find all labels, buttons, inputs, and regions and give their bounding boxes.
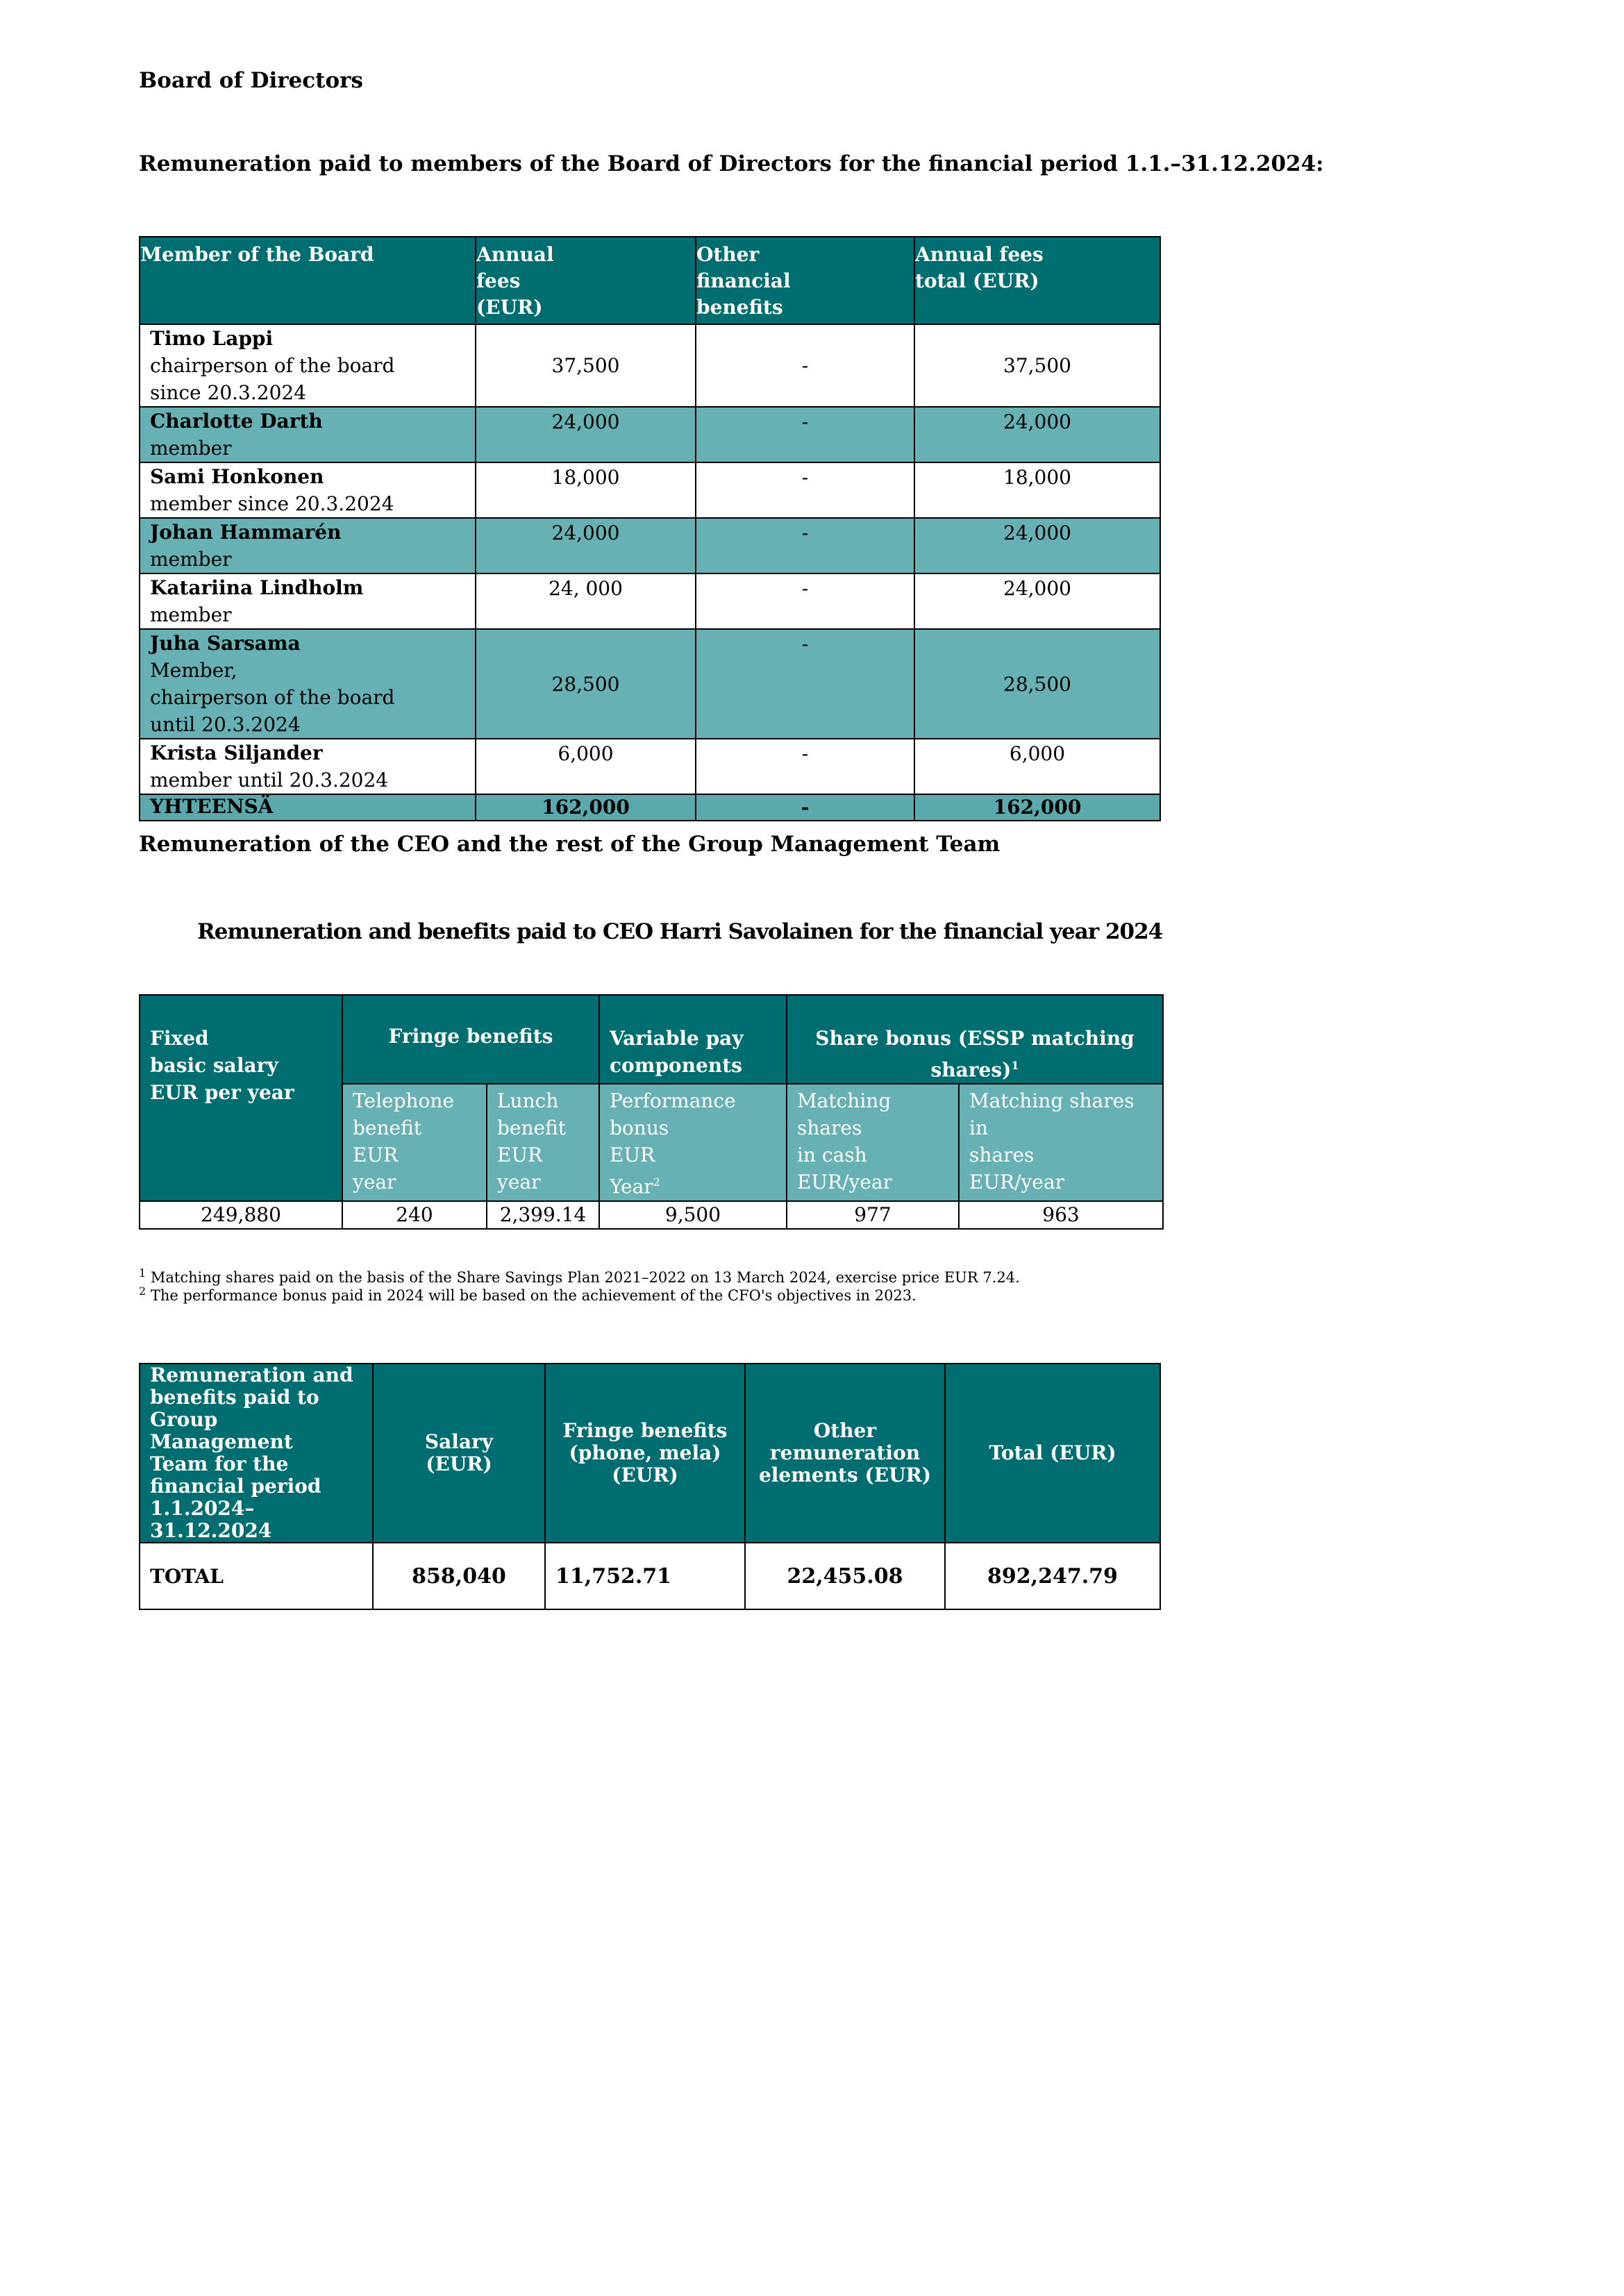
board-remuneration-heading: Remuneration paid to members of the Board of Directors for the financial period 1.1.–31.12.2024: (139, 151, 1324, 176)
member-cell: Krista Siljander member until 20.3.2024 (140, 739, 476, 794)
fixed-salary-header: Fixed basic salary EUR per year (140, 995, 342, 1201)
other-benefits-cell: - (696, 518, 914, 573)
fringe-benefits-header: Fringe benefits (342, 995, 599, 1084)
table-row (140, 324, 1160, 407)
other-remuneration-value: 22,455.08 (745, 1543, 945, 1609)
gmt-title-header: Remuneration and benefits paid to Group Management Team for the financial period 1.1.2024–31.12.2024 (140, 1364, 373, 1543)
salary-header: Salary (EUR) (373, 1364, 545, 1543)
telephone-benefit-value: 240 (342, 1201, 487, 1229)
annual-fees-cell: 24,000 (476, 518, 696, 573)
matching-shares-cash-header: Matching shares in cash EUR/year (787, 1084, 959, 1200)
total-value: 892,247.79 (945, 1543, 1160, 1609)
total-cell: 24,000 (914, 573, 1160, 629)
member-cell: Sami Honkonen member since 20.3.2024 (140, 462, 476, 518)
footnote-marker: 1 (1011, 1059, 1019, 1072)
fixed-salary-value: 249,880 (140, 1201, 342, 1229)
matching-shares-shares-header: Matching shares in shares EUR/year (959, 1084, 1163, 1200)
table-row (140, 407, 1160, 462)
other-benefits-cell: - (696, 407, 914, 462)
total-cell: 37,500 (914, 324, 1160, 407)
footnote-marker: 2 (653, 1175, 660, 1189)
annual-fees-cell: 37,500 (476, 324, 696, 407)
share-bonus-header: Share bonus (ESSP matching shares)$^1$ (787, 995, 1163, 1084)
performance-bonus-value: 9,500 (599, 1201, 787, 1229)
table-header-row (140, 1364, 1160, 1543)
table-row (140, 739, 1160, 794)
footnote-1: $^1$ Matching shares paid on the basis of the Share Savings Plan 2021–2022 on 13 March 2024, exercise price EUR 7.24. (139, 1266, 1020, 1286)
total-row (140, 1543, 1160, 1609)
ceo-table-title: Remuneration and benefits paid to CEO Harri Savolainen for the financial year 2024 (197, 919, 1163, 944)
total-cell: 18,000 (914, 462, 1160, 518)
table-row (140, 1201, 1163, 1229)
member-cell: Juha Sarsama Member, chairperson of the board until 20.3.2024 (140, 629, 476, 739)
ceo-remuneration-table (139, 994, 1164, 1230)
other-remuneration-header: Other remuneration elements (EUR) (745, 1364, 945, 1543)
total-cell: 24,000 (914, 518, 1160, 573)
total-label: YHTEENSÄ (140, 794, 476, 821)
board-remuneration-table (139, 236, 1161, 821)
annual-fees-cell: 24,000 (476, 407, 696, 462)
member-cell: Katariina Lindholm member (140, 573, 476, 629)
total-label: TOTAL (140, 1543, 373, 1609)
table-header-row (140, 237, 1160, 324)
member-cell: Johan Hammarén member (140, 518, 476, 573)
lunch-benefit-value: 2,399.14 (487, 1201, 599, 1229)
telephone-benefit-header: Telephone benefit EUR year (342, 1084, 487, 1200)
annual-fees-cell: 6,000 (476, 739, 696, 794)
other-benefits-cell: - (696, 629, 914, 739)
column-header-other-benefits: Other financial benefits (696, 237, 914, 324)
table-row (140, 629, 1160, 739)
total-cell: 28,500 (914, 629, 1160, 739)
column-header-member: Member of the Board (140, 237, 476, 324)
table-header-row (140, 995, 1163, 1084)
ceo-section-heading: Remuneration of the CEO and the rest of the Group Management Team (139, 832, 1001, 857)
column-header-annual-fees: Annual fees (EUR) (476, 237, 696, 324)
performance-bonus-header: Performance bonus EUR Year$^2$ (599, 1084, 787, 1200)
other-benefits-cell: - (696, 324, 914, 407)
other-benefits-cell: - (696, 462, 914, 518)
total-cell: 24,000 (914, 407, 1160, 462)
table-row (140, 518, 1160, 573)
column-header-annual-fees-total: Annual fees total (EUR) (914, 237, 1160, 324)
member-cell: Charlotte Darth member (140, 407, 476, 462)
salary-value: 858,040 (373, 1543, 545, 1609)
total-cell: 6,000 (914, 739, 1160, 794)
table-row (140, 573, 1160, 629)
fringe-benefits-header: Fringe benefits (phone, mela) (EUR) (545, 1364, 745, 1543)
annual-fees-cell: 28,500 (476, 629, 696, 739)
total-fees-cell: 162,000 (476, 794, 696, 821)
variable-pay-header: Variable pay components (599, 995, 787, 1084)
matching-shares-cash-value: 977 (787, 1201, 959, 1229)
page-title: Board of Directors (139, 68, 363, 93)
member-cell: Timo Lappi chairperson of the board since 20.3.2024 (140, 324, 476, 407)
annual-fees-cell: 24, 000 (476, 573, 696, 629)
table-row (140, 462, 1160, 518)
matching-shares-shares-value: 963 (959, 1201, 1163, 1229)
lunch-benefit-header: Lunch benefit EUR year (487, 1084, 599, 1200)
footnote-2: $^2$ The performance bonus paid in 2024 will be based on the achievement of the CFO's objectives in 2023. (139, 1284, 916, 1304)
other-benefits-cell: - (696, 573, 914, 629)
total-header: Total (EUR) (945, 1364, 1160, 1543)
total-row (140, 794, 1160, 821)
fringe-benefits-value: 11,752.71 (545, 1543, 745, 1609)
total-total-cell: 162,000 (914, 794, 1160, 821)
annual-fees-cell: 18,000 (476, 462, 696, 518)
total-other-cell: - (696, 794, 914, 821)
gmt-remuneration-table (139, 1363, 1161, 1610)
other-benefits-cell: - (696, 739, 914, 794)
